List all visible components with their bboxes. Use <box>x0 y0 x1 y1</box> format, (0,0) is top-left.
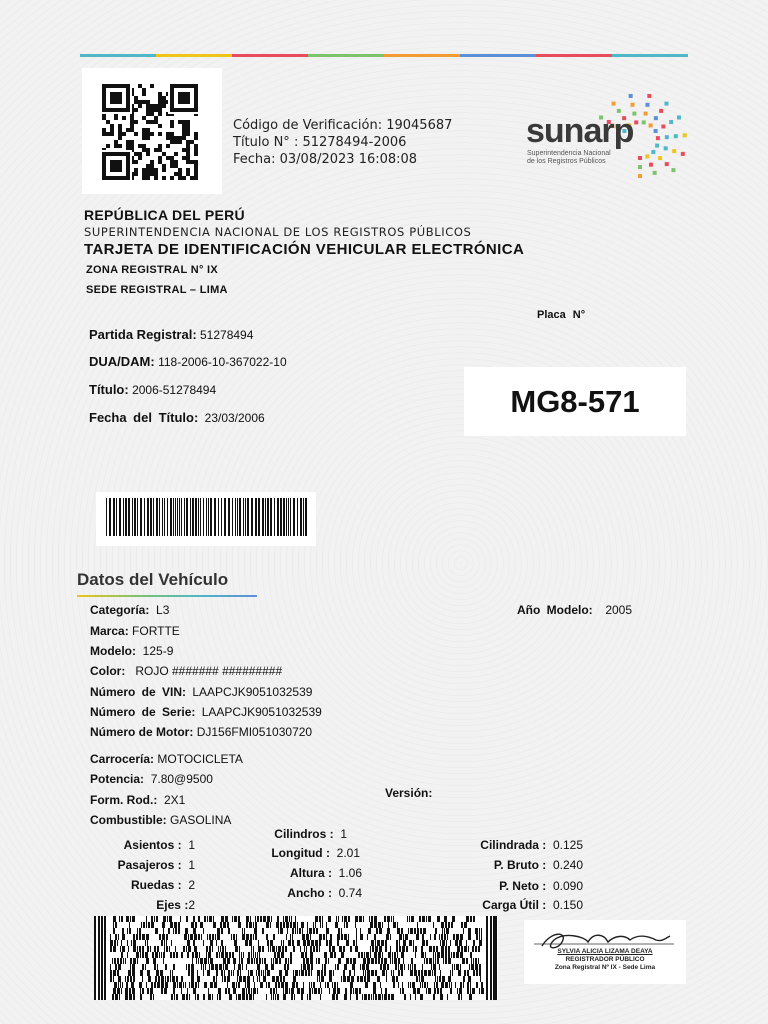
plate-label: Placa N° <box>537 309 586 321</box>
titulo-row <box>89 382 216 397</box>
anio-label: Año Modelo: <box>517 603 593 617</box>
pneto-row <box>440 879 583 893</box>
fecha-value: 23/03/2006 <box>204 411 265 425</box>
top-color-stripe <box>80 54 688 57</box>
dua-label: DUA/DAM: <box>89 354 155 369</box>
asientos-value: 1 <box>188 838 195 852</box>
logo-wordmark: sunarp <box>526 112 634 150</box>
barcode <box>96 492 316 546</box>
serie-row <box>90 705 322 719</box>
carga-row <box>440 898 583 912</box>
marca-label: Marca: <box>90 624 129 638</box>
altura-value: 1.06 <box>338 866 362 880</box>
version-label: Versión: <box>385 786 433 800</box>
version-row <box>385 786 432 800</box>
pbruto-label: P. Bruto : <box>493 858 547 872</box>
potencia-row <box>90 772 213 786</box>
cilindros-label: Cilindros : <box>274 827 334 841</box>
cilindrada-value: 0.125 <box>552 838 583 852</box>
plate-number: MG8-571 <box>464 367 686 436</box>
anio-row <box>517 603 632 617</box>
ancho-row <box>245 886 362 900</box>
section-title: Datos del Vehículo <box>77 570 229 589</box>
ejes-row <box>90 898 195 912</box>
header-superintendency: SUPERINTENDENCIA NACIONAL DE LOS REGISTROS PÚBLICOS <box>84 225 472 239</box>
ancho-label: Ancho : <box>287 886 332 900</box>
partida-value: 51278494 <box>200 328 254 342</box>
categoria-row <box>90 603 169 617</box>
pbruto-value: 0.240 <box>552 858 583 872</box>
color-label: Color: <box>90 664 126 678</box>
categoria-value: L3 <box>156 603 170 617</box>
logo-subtitle <box>527 150 647 166</box>
signature-text <box>534 948 676 972</box>
carga-value: 0.150 <box>552 898 583 912</box>
modelo-value: 125-9 <box>142 644 174 658</box>
altura-label: Altura : <box>289 866 332 880</box>
section-underline <box>77 595 257 597</box>
longitud-label: Longitud : <box>271 846 330 860</box>
pasajeros-label: Pasajeros : <box>117 858 182 872</box>
motor-row <box>90 725 312 739</box>
color-row <box>90 664 282 678</box>
vin-row <box>90 685 312 699</box>
signer-role: REGISTRADOR PÚBLICO <box>565 956 645 963</box>
cilindrada-label: Cilindrada : <box>480 838 547 852</box>
carroceria-row <box>90 752 243 766</box>
marca-value: FORTTE <box>132 624 180 638</box>
verification-date: Fecha: 03/08/2023 16:08:08 <box>233 152 418 167</box>
partida-label: Partida Registral: <box>89 327 197 342</box>
combustible-value: GASOLINA <box>170 813 232 827</box>
potencia-label: Potencia: <box>90 772 145 786</box>
pneto-label: P. Neto : <box>499 879 547 893</box>
signer-name: SYLVIA ALICIA LIZAMA DEAYA <box>557 948 653 955</box>
combustible-row <box>90 813 231 827</box>
ejes-value: 2 <box>188 898 195 912</box>
serie-value: LAAPCJK9051032539 <box>201 705 322 719</box>
pbruto-row <box>440 858 583 872</box>
motor-label: Número de Motor: <box>90 725 194 739</box>
signer-zone: Zona Registral Nº IX - Sede Lima <box>554 964 656 971</box>
form-label: Form. Rod.: <box>90 793 158 807</box>
serie-label: Número de Serie: <box>90 705 196 719</box>
longitud-row <box>245 846 360 860</box>
cilindrada-row <box>440 838 583 852</box>
pdf417-barcode <box>94 916 498 1000</box>
ancho-value: 0.74 <box>338 886 362 900</box>
header-zone: ZONA REGISTRAL N° IX <box>86 264 219 276</box>
combustible-label: Combustible: <box>90 813 167 827</box>
fecha-row <box>89 410 265 425</box>
ejes-label: Ejes : <box>156 898 189 912</box>
titulo-value: 2006-51278494 <box>132 383 217 397</box>
header-office: SEDE REGISTRAL – LIMA <box>86 284 228 296</box>
verification-code: Código de Verificación: 19045687 <box>233 118 453 133</box>
verification-block <box>233 117 452 168</box>
titulo-label: Título: <box>89 382 129 397</box>
form-row <box>90 793 185 807</box>
categoria-label: Categoría: <box>90 603 150 617</box>
pneto-value: 0.090 <box>552 879 583 893</box>
carroceria-value: MOTOCICLETA <box>157 752 243 766</box>
cilindros-value: 1 <box>340 827 347 841</box>
dua-value: 118-2006-10-367022-10 <box>158 355 287 369</box>
form-value: 2X1 <box>164 793 186 807</box>
modelo-row <box>90 644 173 658</box>
logo-subtitle-line-1: Superintendencia Nacional <box>527 150 611 157</box>
verification-title: Título N° : 51278494-2006 <box>233 135 407 150</box>
partida-row <box>89 327 253 342</box>
fecha-label: Fecha del Título: <box>89 410 199 425</box>
ruedas-value: 2 <box>188 878 195 892</box>
cilindros-row <box>245 827 347 841</box>
potencia-value: 7.80@9500 <box>150 772 213 786</box>
qr-code <box>82 68 222 194</box>
logo-subtitle-line-2: de los Registros Públicos <box>527 158 606 165</box>
altura-row <box>245 866 362 880</box>
header-republic: REPÚBLICA DEL PERÚ <box>84 207 245 223</box>
carroceria-label: Carrocería: <box>90 752 155 766</box>
marca-row <box>90 624 180 638</box>
pasajeros-row <box>90 858 195 872</box>
asientos-row <box>90 838 195 852</box>
longitud-value: 2.01 <box>336 846 360 860</box>
carga-label: Carga Útil : <box>482 898 547 912</box>
anio-value: 2005 <box>605 603 633 617</box>
dua-row <box>89 354 287 369</box>
ruedas-label: Ruedas : <box>130 878 182 892</box>
vin-label: Número de VIN: <box>90 685 187 699</box>
vin-value: LAAPCJK9051032539 <box>192 685 313 699</box>
motor-value: DJ156FMI051030720 <box>196 725 313 739</box>
header-card-title: TARJETA DE IDENTIFICACIÓN VEHICULAR ELECTRÓNICA <box>84 241 525 258</box>
modelo-label: Modelo: <box>90 644 136 658</box>
pasajeros-value: 1 <box>188 858 195 872</box>
ruedas-row <box>90 878 195 892</box>
color-value: ROJO ####### ######### <box>135 664 283 678</box>
asientos-label: Asientos : <box>123 838 182 852</box>
